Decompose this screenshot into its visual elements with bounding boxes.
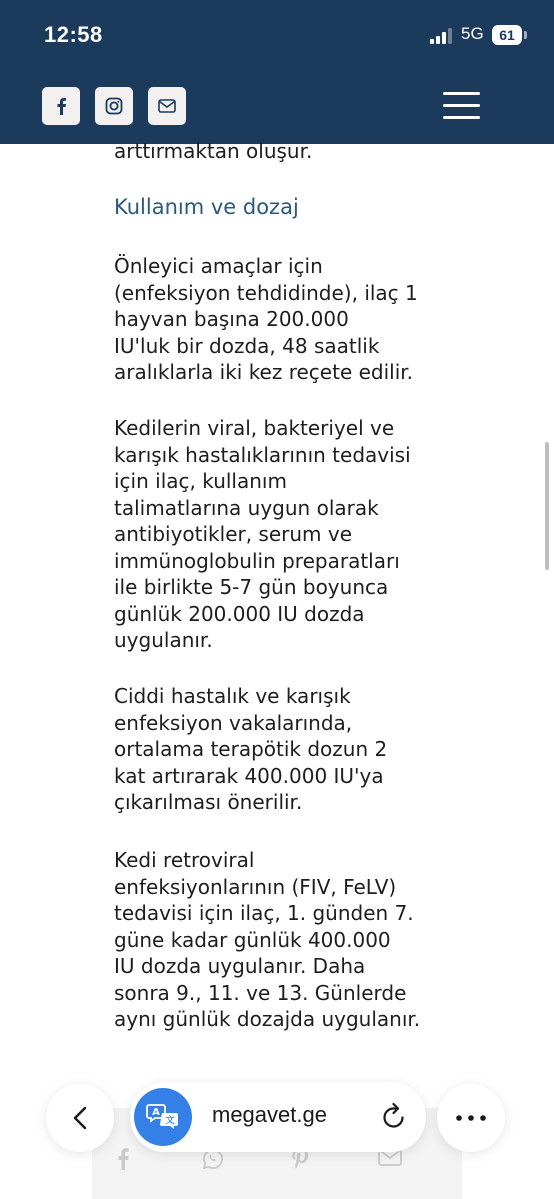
mail-button[interactable]: [148, 87, 186, 125]
text-line: IU dozda uygulanır. Daha: [114, 954, 366, 978]
text-line: için ilaç, kullanım: [114, 469, 287, 493]
text-line: IU'luk bir dozda, 48 saatlik: [114, 333, 380, 358]
more-dots-icon: [456, 1115, 486, 1121]
text-line: immünoglobulin preparatları: [114, 548, 400, 573]
instagram-button[interactable]: [95, 87, 133, 125]
page-scrollbar[interactable]: [545, 442, 549, 570]
cellular-signal-icon: [430, 28, 456, 44]
battery-cap: [524, 31, 527, 39]
text-line: ile birlikte 5-7 gün boyunca: [114, 575, 389, 599]
mail-icon: [158, 99, 176, 113]
instagram-icon: [105, 97, 123, 115]
text-line: güne kadar günlük 400.000: [114, 927, 391, 952]
paragraph-retroviral: [114, 847, 454, 1033]
status-time: 12:58: [44, 22, 103, 47]
network-type: 5G: [461, 24, 484, 43]
text-line: Kedilerin viral, bakteriyel ve: [114, 416, 395, 440]
facebook-icon: [55, 97, 67, 115]
text-line: günlük 200.000 IU dozda: [114, 601, 365, 626]
facebook-icon[interactable]: [117, 1148, 129, 1170]
battery-icon: [492, 25, 522, 45]
text-line: karışık hastalıklarının tedavisi: [114, 442, 411, 467]
text-line: Ciddi hastalık ve karışık: [114, 684, 351, 708]
text-line: aralıklarla iki kez reçete edilir.: [114, 360, 414, 384]
text-line: tedavisi için ilaç, 1. günden 7.: [114, 901, 414, 925]
svg-text:A: A: [152, 1107, 160, 1118]
text-line: aynı günlük dozajda uygulanır.: [114, 1007, 421, 1031]
section-heading: Kullanım ve dozaj: [114, 195, 299, 219]
text-line: ortalama terapötik dozun 2: [114, 737, 388, 761]
text-line: enfeksiyon vakalarında,: [114, 710, 353, 735]
text-line: sonra 9., 11. ve 13. Günlerde: [114, 980, 407, 1005]
text-line: uygulanır.: [114, 628, 213, 652]
text-line: Kedi retroviral: [114, 848, 255, 872]
svg-text:文: 文: [165, 1116, 175, 1126]
text-line: enfeksiyonlarının (FIV, FeLV): [114, 874, 397, 899]
paragraph-prevention: [114, 253, 454, 386]
text-line: çıkarılması önerilir.: [114, 790, 303, 814]
text-line: kat artırarak 400.000 IU'ya: [114, 763, 384, 788]
paragraph-treatment: [114, 415, 454, 654]
translate-icon: [146, 1102, 180, 1132]
text-line: hayvan başına 200.000: [114, 307, 349, 331]
back-chevron-icon: [73, 1106, 87, 1130]
back-button[interactable]: [46, 1084, 114, 1152]
text-line: antibiyotikler, serum ve: [114, 522, 353, 546]
translate-button[interactable]: [134, 1088, 192, 1146]
battery-level: 61: [499, 27, 515, 43]
url-text[interactable]: megavet.ge: [212, 1102, 327, 1127]
text-line: Önleyici amaçlar için: [114, 254, 323, 278]
text-line: (enfeksiyon tehdidinde), ilaç 1: [114, 280, 418, 305]
reload-icon[interactable]: [380, 1100, 408, 1130]
site-header: [0, 0, 554, 144]
text-line: talimatlarına uygun olarak: [114, 495, 379, 520]
paragraph-severe-cases: [114, 683, 454, 816]
facebook-button[interactable]: [42, 87, 80, 125]
previous-paragraph-tail: arttırmaktan oluşur.: [114, 139, 313, 163]
hamburger-menu-icon[interactable]: [443, 92, 480, 120]
more-options-button[interactable]: [437, 1084, 505, 1152]
